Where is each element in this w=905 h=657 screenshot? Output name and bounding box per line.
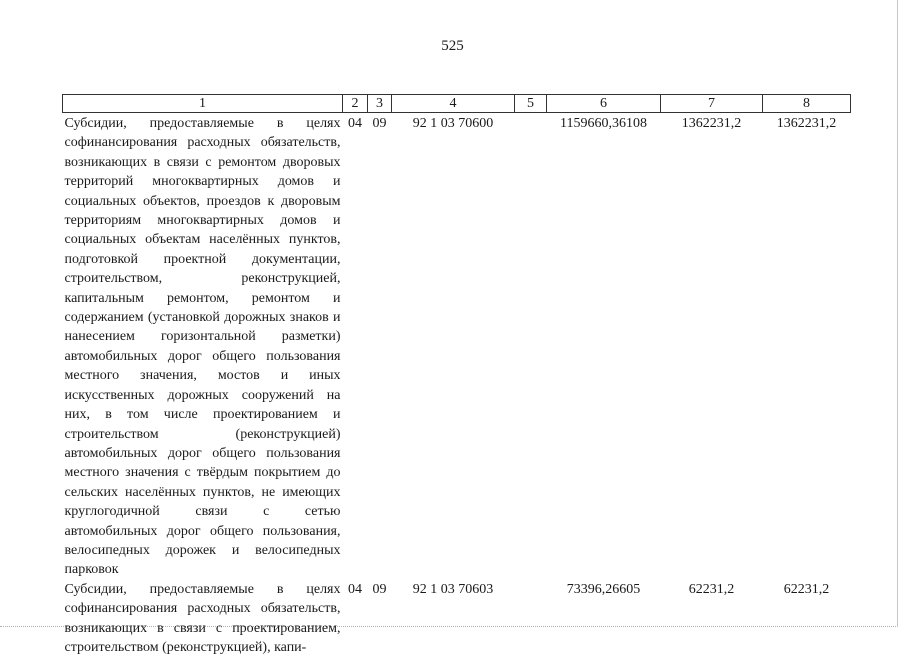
col-header-3: 3 <box>368 95 392 113</box>
col-header-1: 1 <box>63 95 343 113</box>
row-expense-type <box>515 580 547 657</box>
row-section: 04 <box>348 581 362 597</box>
row-amount-col8: 1362231,2 <box>776 116 837 131</box>
col-header-6: 6 <box>547 95 661 113</box>
budget-table <box>62 94 851 657</box>
row-target-code: 92 1 03 70603 <box>412 581 494 597</box>
row-description: Субсидии, предоставляемые в целях софинансирования расходных обязательств, возникающих в связи с проектированием, строительством (реконструкцией), капи- <box>64 581 341 655</box>
col-header-8: 8 <box>763 95 851 113</box>
page-number: 525 <box>441 38 464 54</box>
row-description: Субсидии, предоставляемые в целях софинансирования расходных обязательств, возникающих в связи с ремонтом дворовых территорий многоквартирных домов и социальных объектов, проездов к дворовым территориям многоквартирных домов и социальных объектам населённых пунктов, подготовкой проектной документации, строительством, реконструкцией, капитальным ремонтом, ремонтом и содержанием (установкой дорожных знаков и нанесением горизонтальной разметки) автомобильных дорог общего пользования местного значения, мостов и иных искусственных дорожных сооружений на них, в том числе проектированием и строительством (реконструкцией) автомобильных дорог общего пользования местного значения с твёрдым покрытием до сельских населённых пунктов, не имеющих круглогодичной связи с сетью автомобильных дорог общего пользования, велосипедных дорожек и велосипедных парковок <box>64 116 341 578</box>
row-amount-col6: 1159660,36108 <box>560 116 647 131</box>
col-header-7: 7 <box>661 95 763 113</box>
row-target-code: 92 1 03 70600 <box>412 116 494 131</box>
table-row <box>63 580 851 657</box>
row-amount-col7: 1362231,2 <box>681 116 742 131</box>
row-expense-type <box>515 113 547 580</box>
table-row <box>63 113 851 580</box>
row-section: 04 <box>348 116 362 131</box>
row-subsection: 09 <box>372 116 387 131</box>
row-amount-col7: 62231,2 <box>688 581 735 597</box>
col-header-5: 5 <box>515 95 547 113</box>
col-header-4: 4 <box>392 95 515 113</box>
row-amount-col8: 62231,2 <box>783 581 830 597</box>
header-row <box>63 95 851 113</box>
row-amount-col6: 73396,26605 <box>566 581 641 597</box>
col-header-2: 2 <box>343 95 368 113</box>
row-subsection: 09 <box>372 581 387 597</box>
